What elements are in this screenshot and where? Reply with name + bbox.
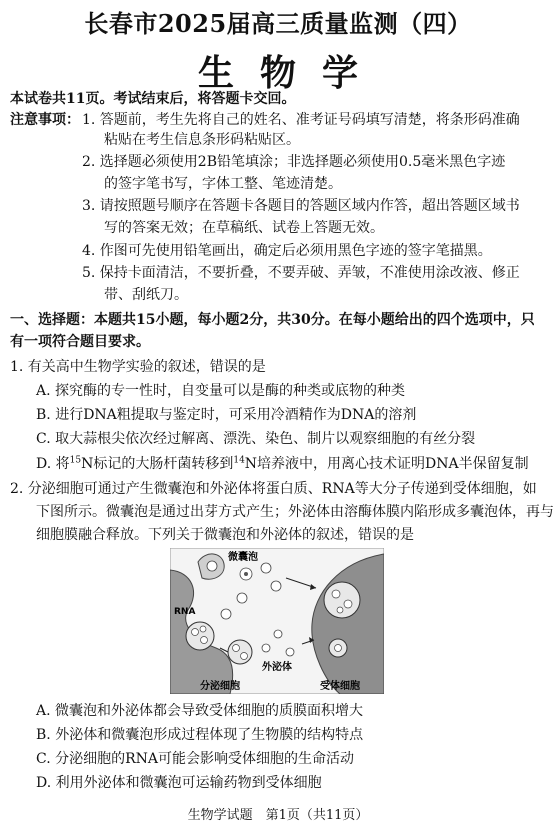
note-2b: 的签字笔书写，字体工整、笔迹清楚。	[104, 176, 342, 192]
note-2a: 2. 选择题必须使用2B铅笔填涂；非选择题必须使用0.5毫米黑色字迹	[82, 154, 506, 170]
q2-stem-1: 2. 分泌细胞可通过产生微囊泡和外泌体将蛋白质、RNA等大分子传递到受体细胞，如	[10, 481, 537, 497]
vesicle-diagram	[170, 548, 384, 694]
note-4: 4. 作图可先使用铅笔画出，确定后必须用黑色字迹的签字笔描黑。	[82, 243, 492, 259]
note-5a: 5. 保持卡面清洁，不要折叠，不要弄破、弄皱，不准使用涂改液、修正	[82, 265, 520, 281]
q2-option-a: A. 微囊泡和外泌体都会导致受体细胞的质膜面积增大	[36, 703, 364, 719]
q2-stem-2: 下图所示。微囊泡是通过出芽方式产生；外泌体由溶酶体膜内陷形成多囊泡体，再与	[36, 504, 554, 520]
q2-option-d: D. 利用外泌体和微囊泡可运输药物到受体细胞	[36, 775, 322, 791]
section1-heading-cont: 有一项符合题目要求。	[10, 334, 150, 350]
note-1b: 粘贴在考生信息条形码粘贴区。	[104, 132, 300, 148]
q1-option-c: C. 取大蒜根尖依次经过解离、漂洗、染色、制片以观察细胞的有丝分裂	[36, 431, 476, 447]
q1-option-a: A. 探究酶的专一性时，自变量可以是酶的种类或底物的种类	[36, 383, 406, 399]
label-rna: RNA	[174, 607, 196, 617]
label-receptor-cell: 受体细胞	[320, 681, 360, 692]
q2-option-c: C. 分泌细胞的RNA可能会影响受体细胞的生命活动	[36, 751, 355, 767]
q1-stem: 1. 有关高中生物学实验的叙述，错误的是	[10, 359, 266, 375]
q2-option-b: B. 外泌体和微囊泡形成过程体现了生物膜的结构特点	[36, 727, 364, 743]
exosome	[262, 644, 270, 652]
page-footer: 生物学试题 第1页（共11页）	[187, 808, 369, 823]
label-exosome: 外泌体	[262, 662, 292, 673]
q1-option-d: D. 将$^{15}$N标记的大肠杆菌转移到$^{14}$N培养液中，用离心技术证明DNA半保留复制	[36, 455, 529, 472]
note-3b: 写的答案无效；在草稿纸、试卷上答题无效。	[104, 220, 384, 236]
note-5b: 带、刮纸刀。	[104, 287, 188, 303]
note-3a: 3. 请按照题号顺序在答题卡各题目的答题区域内作答，超出答题区域书	[82, 198, 520, 214]
exam-title: 长春市2025届高三质量监测（四）	[84, 9, 472, 38]
intro-line: 本试卷共11页。考试结束后，将答题卡交回。	[10, 91, 296, 107]
section1-heading: 一、选择题：本题共15小题，每小题2分，共30分。在每小题给出的四个选项中，只	[10, 312, 535, 328]
label-microvesicle: 微囊泡	[228, 552, 258, 563]
notes-label: 注意事项：	[10, 112, 80, 128]
q2-stem-3: 细胞膜融合释放。下列关于微囊泡和外泌体的叙述，错误的是	[36, 527, 414, 543]
q1-option-b: B. 进行DNA粗提取与鉴定时，可采用冷酒精作为DNA的溶剂	[36, 407, 417, 423]
subject-title: 生物学	[197, 52, 384, 94]
label-secretory-cell: 分泌细胞	[200, 681, 240, 692]
multivesicular-body	[186, 622, 214, 650]
note-1a: 1. 答题前，考生先将自己的姓名、准考证号码填写清楚，将条形码准确	[82, 112, 520, 128]
